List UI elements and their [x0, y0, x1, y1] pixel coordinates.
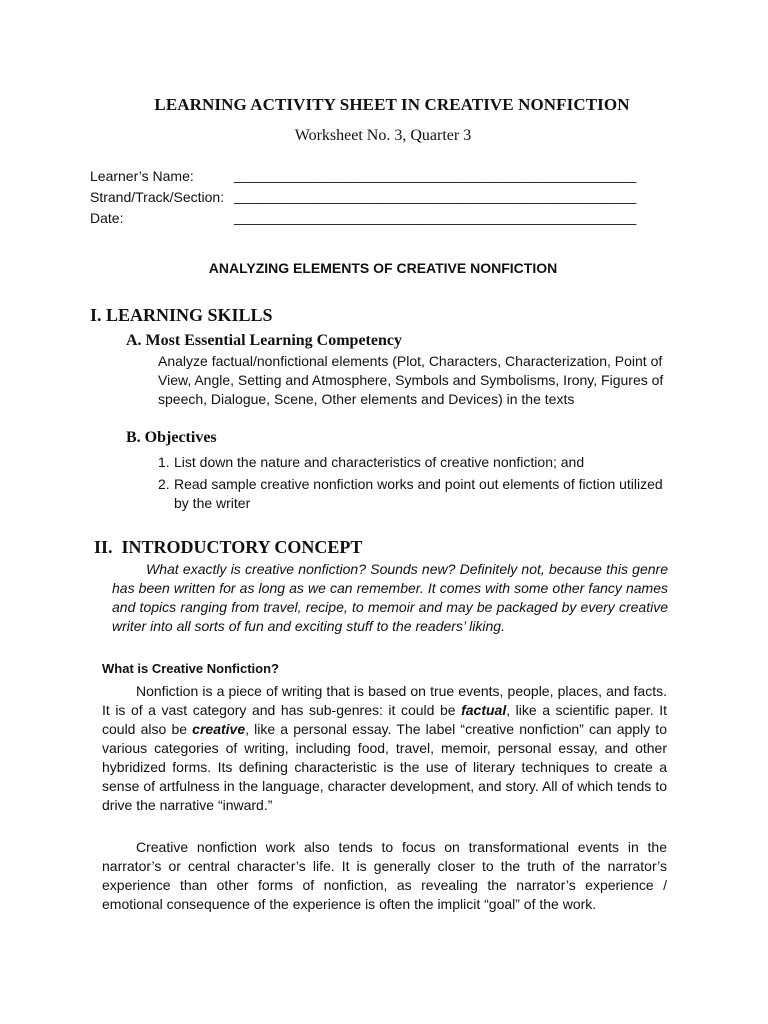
- learner-name-line: _____________________________________________________: [234, 167, 637, 183]
- focus-paragraph: Creative nonfiction work also tends to focus on transformational events in the narrator’s or central character’s life. It is generally closer to the truth of the narrator’s experience than other forms of nonfiction, as revealing the narrator’s experience / emotional consequence of the experience is often the implicit “goal” of the work.: [102, 839, 667, 912]
- definition-text-part: Nonfiction is a piece of writing that is based on true events, people, places, and facts. It is of a vast category and has sub-genres: it could be: [102, 683, 667, 718]
- document-title: LEARNING ACTIVITY SHEET IN CREATIVE NONFICTION: [154, 95, 630, 114]
- factual-emphasis: factual: [461, 702, 507, 718]
- competency-text: Analyze factual/nonfictional elements (Plot, Characters, Characterization, Point of View, Angle, Setting and Atmosphere, Symbols and Symbolisms, Irony, Figures of speech, Dialogue, Scene, Other elements and Devices) in the texts: [158, 353, 664, 407]
- topic-heading: ANALYZING ELEMENTS OF CREATIVE NONFICTION: [208, 260, 558, 276]
- strand-section-line: _____________________________________________________: [234, 188, 637, 204]
- objective-item: [158, 475, 668, 513]
- competency-heading: A. Most Essential Learning Competency: [126, 332, 402, 349]
- definition-paragraph: [102, 682, 667, 815]
- objective-number: 2.: [158, 476, 170, 492]
- introductory-concept-heading: II. INTRODUCTORY CONCEPT: [94, 537, 363, 557]
- creative-emphasis: creative: [192, 721, 246, 737]
- worksheet-subtitle: Worksheet No. 3, Quarter 3: [294, 127, 472, 144]
- intro-paragraph: What exactly is creative nonfiction? Sounds new? Definitely not, because this genre has been written for as long as we can remember. It comes with some other fancy names and topics ranging from travel, recipe, to memoir and may be packaged by every creative writer into all sorts of fun and exciting stuff to the readers’ liking.: [112, 561, 668, 634]
- objectives-list: [158, 453, 668, 513]
- date-line: _____________________________________________________: [234, 209, 637, 225]
- definition-text-part: , like a scientific paper. It could also be: [102, 702, 667, 737]
- date-label: Date:: [90, 210, 124, 226]
- learner-name-label: Learner’s Name:: [90, 168, 194, 184]
- objective-item: [158, 453, 668, 472]
- learning-skills-heading: I. LEARNING SKILLS: [90, 305, 273, 325]
- objectives-heading: B. Objectives: [126, 429, 217, 446]
- objective-text: List down the nature and characteristics of creative nonfiction; and: [174, 454, 585, 470]
- objective-text: Read sample creative nonfiction works and point out elements of fiction utilized by the writer: [174, 476, 663, 511]
- strand-section-label: Strand/Track/Section:: [90, 189, 225, 205]
- what-is-cnf-heading: What is Creative Nonfiction?: [102, 661, 279, 676]
- objective-number: 1.: [158, 454, 170, 470]
- definition-text-part: , like a personal essay. The label “creative nonfiction” can apply to various categories of writing, including food, travel, memoir, personal essay, and other hybridized forms. Its defining characteristic is the use of literary techniques to create a sense of artfulness in the language, character development, and story. All of which tends to drive the narrative “inward.”: [102, 721, 667, 813]
